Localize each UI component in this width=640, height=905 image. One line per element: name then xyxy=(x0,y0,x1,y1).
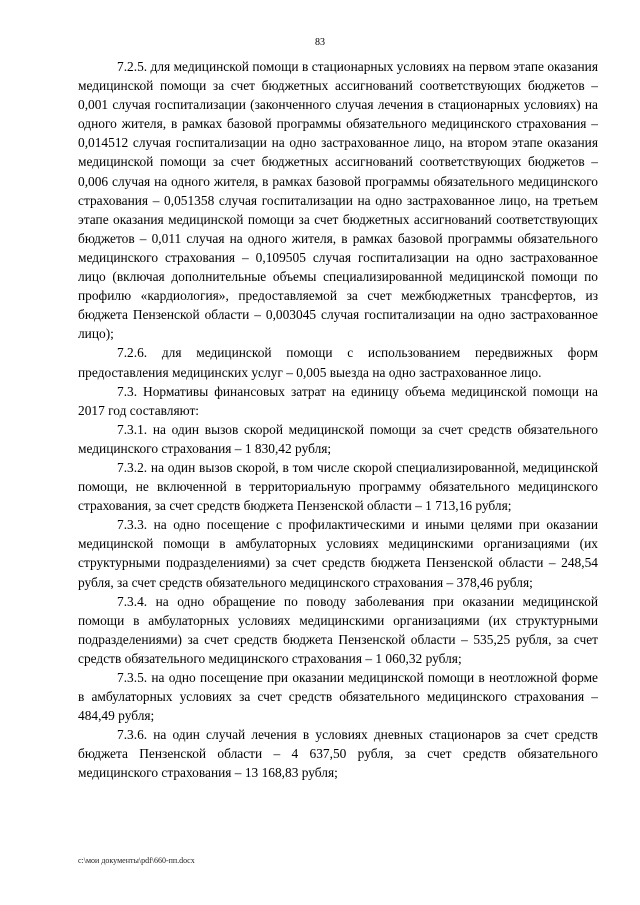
paragraph-7-2-6: 7.2.6. для медицинской помощи с использованием передвижных форм предоставления медицинских услуг – 0,005 выезда на одно застрахованное лицо. xyxy=(78,345,598,380)
page-number: 83 xyxy=(315,37,325,48)
file-path-footer: c:\мои документы\pdf\660-пп.docx xyxy=(78,856,195,865)
document-body xyxy=(78,57,598,783)
paragraph-7-3-1: 7.3.1. на один вызов скорой медицинской помощи за счет средств обязательного медицинского страхования – 1 830,42 рубля; xyxy=(78,421,598,456)
paragraph-7-3-3: 7.3.3. на одно посещение с профилактическими и иными целями при оказании медицинской помощи в амбулаторных условиях медицинскими организациями (их структурными подразделениями) за счет средств бюджета Пензенской области – 248,54 рубля, за счет средств обязательного медицинского страхования – 378,46 рубля; xyxy=(78,517,598,590)
paragraph-7-3-6: 7.3.6. на один случай лечения в условиях дневных стационаров за счет средств бюджета Пензенской области – 4 637,50 рубля, за счет средств обязательного медицинского страхования – 13 168,83 рубля; xyxy=(78,727,598,781)
paragraph-7-2-5: 7.2.5. для медицинской помощи в стационарных условиях на первом этапе оказания медицинской помощи за счет бюджетных ассигнований соответствующих бюджетов – 0,001 случая госпитализации (законченного случая лечения в стационарных условиях) на одного жителя, в рамках базовой программы обязательного медицинского страхования – 0,014512 случая госпитализации на одно застрахованное лицо, на втором этапе оказания медицинской помощи за счет бюджетных ассигнований соответствующих бюджетов – 0,006 случая на одного жителя, в рамках базовой программы обязательного медицинского страхования – 0,051358 случая госпитализации на одно застрахованное лицо, на третьем этапе оказания медицинской помощи за счет бюджетных ассигнований соответствующих бюджетов – 0,011 случая на одного жителя, в рамках базовой программы обязательного медицинского страхования – 0,109505 случая госпитализации на одно застрахованное лицо (включая дополнительные объемы специализированной медицинской помощи по профилю «кардиология», предоставляемой за счет межбюджетных трансфертов, из бюджета Пензенской области – 0,003045 случая госпитализации на одно застрахованное лицо); xyxy=(78,59,598,342)
paragraph-7-3-4: 7.3.4. на одно обращение по поводу заболевания при оказании медицинской помощи в амбулаторных условиях медицинскими организациями (их структурными подразделениями) за счет средств бюджета Пензенской области – 535,25 рубля, за счет средств обязательного медицинского страхования – 1 060,32 рубля; xyxy=(78,593,598,666)
paragraph-7-3-2: 7.3.2. на один вызов скорой, в том числе скорой специализированной, медицинской помощи, не включенной в территориальную программу обязательного медицинского страхования, за счет средств бюджета Пензенской области – 1 713,16 рубля; xyxy=(78,459,598,514)
paragraph-7-3-5: 7.3.5. на одно посещение при оказании медицинской помощи в неотложной форме в амбулаторных условиях за счет средств обязательного медицинского страхования – 484,49 рубля; xyxy=(78,670,598,724)
paragraph-7-3: 7.3. Нормативы финансовых затрат на единицу объема медицинской помощи на 2017 год составляют: xyxy=(78,383,598,418)
